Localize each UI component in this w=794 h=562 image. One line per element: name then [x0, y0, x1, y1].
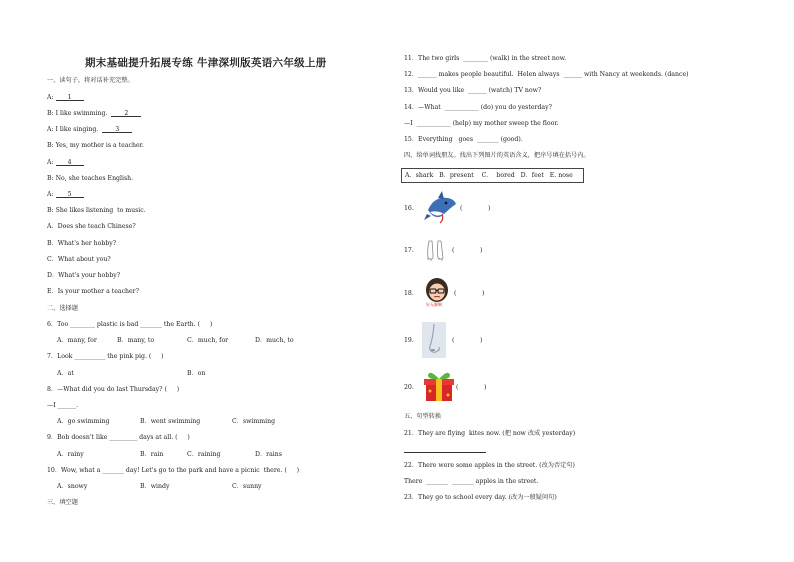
question-17-number: 17. [404, 247, 414, 254]
answer-paren-20[interactable]: ( ) [456, 384, 487, 391]
question-12: 12．______ makes people beautiful. Helen always ______ with Nancy at weekends. (dance) [404, 71, 689, 78]
section-4-heading: 四、给单词找朋友。找出下列图片的英语含义，把序号填在括号内。 [404, 152, 590, 159]
answer-paren-19[interactable]: ( ) [452, 337, 483, 344]
choice-c: C．What about you? [47, 256, 111, 263]
feet-icon [424, 238, 450, 262]
choice-a: A．Does she teach Chinese? [47, 223, 136, 230]
q6-option-a[interactable]: A．many, for [57, 337, 97, 344]
dialog-line-3: A: I like singing. 3 [47, 126, 132, 134]
question-10: 10．Wow, what a _______ day! Let's go to the park and have a picnic there. ( ) [47, 467, 300, 474]
choice-d: D．What's your hobby? [47, 272, 121, 279]
q6-option-c[interactable]: C．much, for [187, 337, 229, 344]
section-5-heading: 五、句型转换 [404, 413, 442, 420]
answer-paren-18[interactable]: ( ) [454, 290, 485, 297]
q10-option-c[interactable]: C．sunny [232, 483, 262, 490]
q8-option-a[interactable]: A．go swimming [57, 418, 110, 425]
q10-option-b[interactable]: B．windy [140, 483, 170, 490]
answer-line-21[interactable] [404, 452, 486, 453]
question-15: 15．Everything goes _______ (good). [404, 136, 523, 143]
q8-option-b[interactable]: B．went swimming [140, 418, 201, 425]
question-14: 14．—What ___________ (do) you do yesterday? [404, 104, 552, 111]
bored-girl-caption: 好无聊啊 [426, 302, 442, 307]
choice-b: B．What's her hobby? [47, 240, 117, 247]
question-18-number: 18. [404, 290, 414, 297]
question-20-number: 20. [404, 384, 414, 391]
section-3-heading: 三、填空题 [47, 499, 78, 506]
dialog-line-5: A: 4 [47, 159, 84, 167]
question-11: 11．The two girls ________ (walk) in the street now. [404, 55, 567, 62]
q9-option-b[interactable]: B．rain [140, 451, 164, 458]
choice-e: E．Is your mother a teacher? [47, 288, 139, 295]
question-14-answer: —I ___________ (help) my mother sweep the floor. [404, 120, 559, 127]
blank-2[interactable]: 2 [111, 110, 141, 117]
question-22: 22．There were some apples in the street. (改为否定句) [404, 462, 575, 469]
word-options-box: A．shark B．present C． bored D．feet E. nose [401, 168, 584, 183]
question-23: 23．They go to school every day. (改为一般疑问句) [404, 494, 557, 501]
question-8-answer-line: —I ______. [47, 402, 79, 409]
answer-paren-17[interactable]: ( ) [452, 247, 483, 254]
blank-3[interactable]: 3 [102, 126, 132, 133]
dialog-line-2: B: I like swimming. 2 [47, 110, 141, 118]
answer-paren-16[interactable]: ( ) [460, 205, 491, 212]
question-7: 7．Look __________ the pink pig. ( ) [47, 353, 164, 360]
nose-icon [422, 322, 446, 358]
dialog-line-1: A: 1 [47, 94, 84, 102]
q6-option-d[interactable]: D．much, to [255, 337, 294, 344]
blank-5[interactable]: 5 [56, 191, 84, 198]
dialog-line-4: B: Yes, my mother is a teacher. [47, 142, 144, 149]
q6-option-b[interactable]: B．many, to [117, 337, 155, 344]
question-22-answer: There _______ _______ apples in the street. [404, 478, 539, 485]
shark-icon [424, 190, 458, 224]
q8-option-c[interactable]: C．swimming [232, 418, 276, 425]
q10-option-a[interactable]: A．snowy [57, 483, 88, 490]
page-title: 期末基础提升拓展专练 牛津深圳版英语六年级上册 [85, 57, 327, 69]
dialog-line-6: B: No, she teaches English. [47, 175, 134, 182]
question-9: 9．Bob doesn't like _________ days at all. ( ) [47, 434, 190, 441]
q7-option-b[interactable]: B．on [187, 370, 206, 377]
question-21: 21．They are flying kites now. (把 now 改成 yesterday) [404, 430, 576, 437]
question-16-number: 16. [404, 205, 414, 212]
q9-option-c[interactable]: C．raining [187, 451, 221, 458]
section-2-heading: 二、选择题 [47, 305, 78, 312]
section-1-heading: 一、读句子，将对话补充完整。 [47, 77, 134, 84]
blank-4[interactable]: 4 [56, 159, 84, 166]
dialog-line-8: B: She likes listening to music. [47, 207, 146, 214]
blank-1[interactable]: 1 [56, 94, 84, 101]
q9-option-a[interactable]: A．rainy [57, 451, 84, 458]
question-6: 6．Too ________ plastic is bad _______ the Earth. ( ) [47, 321, 213, 328]
question-13: 13．Would you like ______ (watch) TV now? [404, 87, 542, 94]
present-icon [422, 367, 456, 403]
dialog-line-7: A: 5 [47, 191, 84, 199]
question-19-number: 19. [404, 337, 414, 344]
q7-option-a[interactable]: A．at [57, 370, 74, 377]
question-8: 8．—What did you do last Thursday? ( ) [47, 386, 180, 393]
q9-option-d[interactable]: D．rains [255, 451, 282, 458]
